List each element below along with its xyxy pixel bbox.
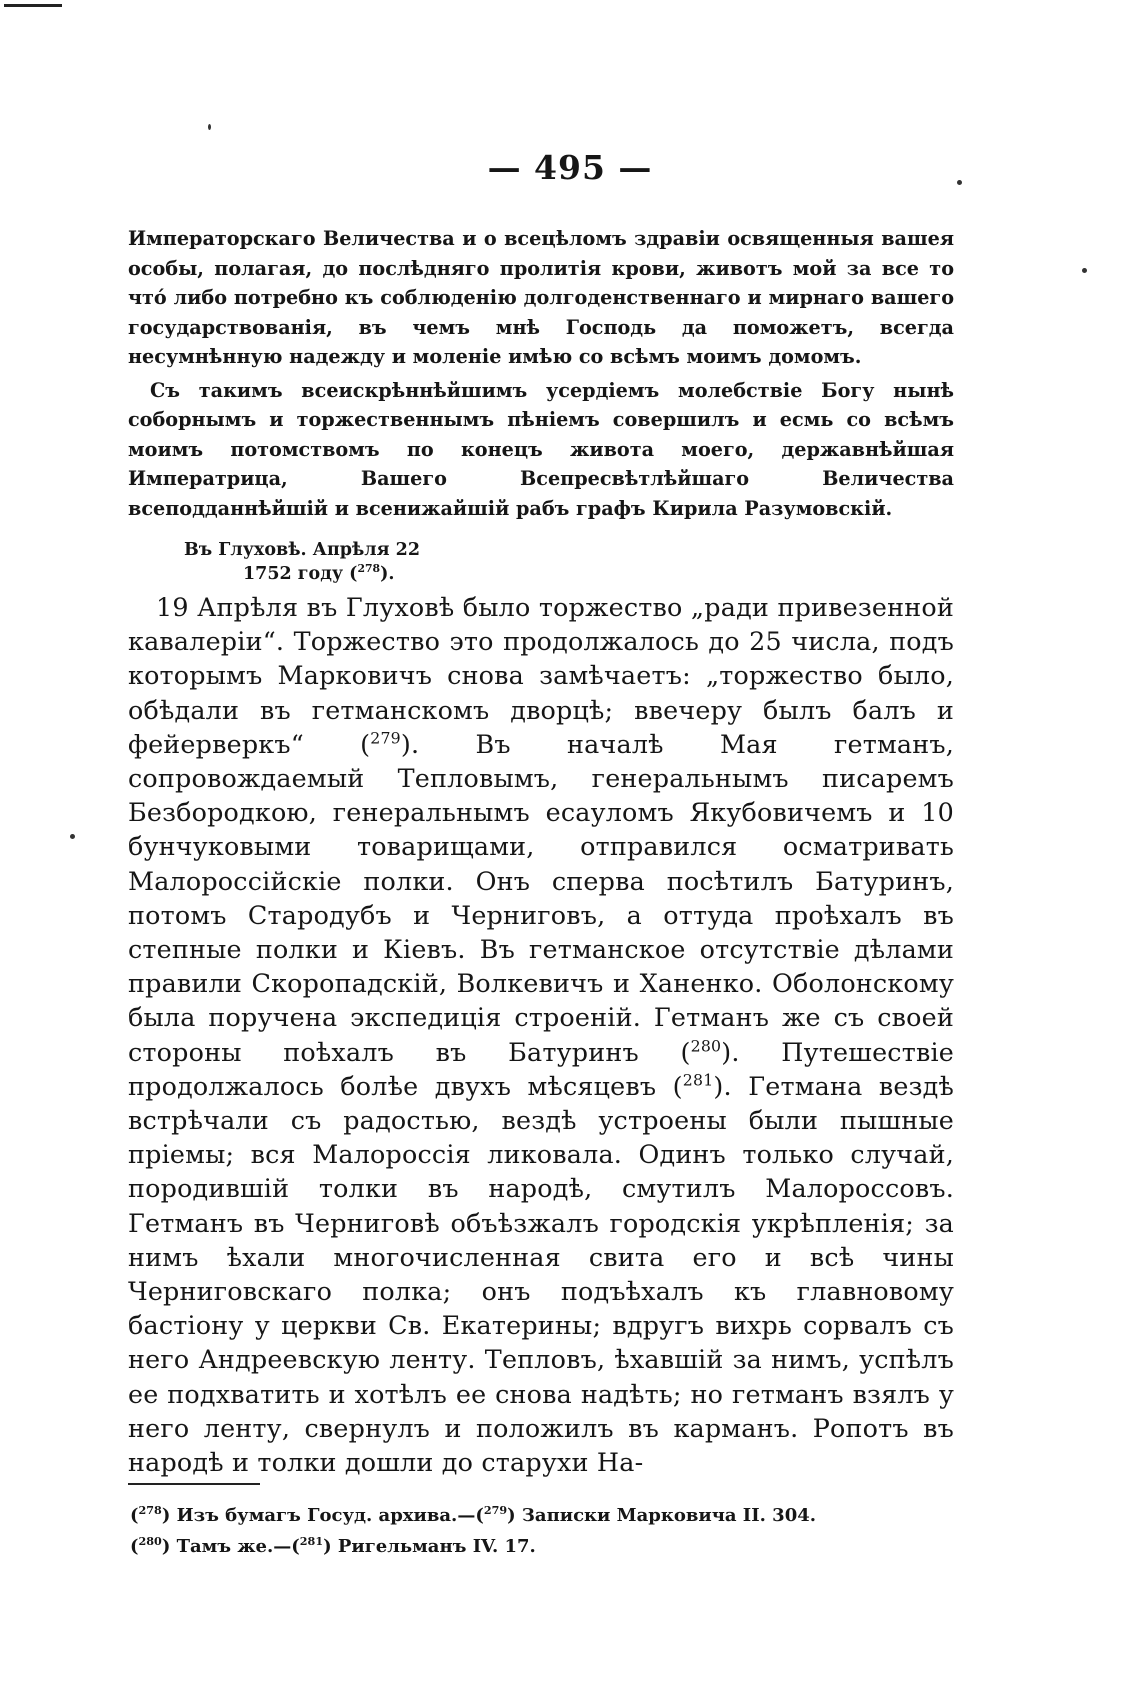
footnote-text: ) Тамъ же.—( xyxy=(161,1536,300,1557)
letter-year: 1752 году ($^{278}$). xyxy=(243,562,395,584)
page-number: — 495 — xyxy=(487,148,653,187)
letter-place-date xyxy=(184,538,420,562)
footnote-number: 278 xyxy=(138,1504,162,1517)
footnote-ref: 278 xyxy=(357,562,381,576)
scan-speck xyxy=(208,124,211,130)
main-text xyxy=(128,590,954,1479)
footnote-divider xyxy=(128,1483,260,1485)
footnote-text: ) Изъ бумагъ Госуд. архива.—( xyxy=(161,1505,484,1526)
body-text: ). Путешествіе продолжалось болѣе двухъ мѣсяцевъ ( xyxy=(128,1036,955,1101)
body-text: ). Гетмана вездѣ встрѣчали съ радостью, вездѣ устроены были пышные пріемы; вся Малороссія ликовала. Одинъ только случай, породившій толки въ народѣ, смутилъ Малороссовъ. Гетманъ въ Черниговѣ объѣзжалъ городскія укрѣпленія; за нимъ ѣхали многочисленная свита его и всѣ чины Черниговскаго полка; онъ подъѣхалъ къ главновому бастіону у церкви Св. Екатерины; вдругъ вихрь сорвалъ съ него Андреевскую ленту. Тепловъ, ѣхавшій за нимъ, успѣлъ ее подхватить и хотѣлъ ее снова надѣть; но гетманъ взялъ у него ленту, свернулъ и положилъ въ карманъ. Ропотъ въ народѣ и толки дошли до старухи На- xyxy=(128,1070,955,1478)
letter-year-text: 1752 году xyxy=(243,564,344,584)
letter-paragraph: Съ такимъ всеискрѣннѣйшимъ усердіемъ молебствіе Богу нынѣ соборнымъ и торжественнымъ пѣніемъ совершилъ и есмь со всѣмъ моимъ потомствомъ по конецъ живота моего, державнѣйшая Императрица, Вашего Всепресвѣтлѣйшаго Величества всеподданнѣйшій и всенижайшій рабъ графъ Кирила Разумовскій. xyxy=(128,378,954,520)
footnote-text: ) Ригельманъ IV. 17. xyxy=(323,1536,536,1557)
footnote-ref: 280 xyxy=(690,1036,722,1056)
footnote-number: 279 xyxy=(483,1504,508,1517)
scan-corner-mark xyxy=(4,4,62,7)
footnote-line: ($^{280}$) Тамъ же.—($^{281}$) Ригельманъ IV. 17. xyxy=(130,1535,536,1557)
footnote-ref: 279 xyxy=(370,728,401,748)
footnotes xyxy=(130,1500,950,1562)
footnote-line: ($^{278}$) Изъ бумагъ Госуд. архива.—($^{279}$) Записки Марковича II. 304. xyxy=(130,1504,817,1526)
quoted-letter xyxy=(128,224,954,523)
body-paragraph xyxy=(128,590,954,1479)
footnote-number: 280 xyxy=(138,1535,162,1548)
body-text: ). Въ началѣ Мая гетманъ, сопровождаемый Тепловымъ, генеральнымъ писаремъ Безбородкою, генеральнымъ есауломъ Якубовичемъ и 10 бунчуковыми товарищами, отправился осматривать Малороссійскіе полки. Онъ сперва посѣтилъ Батуринъ, потомъ Стародубъ и Черниговъ, а оттуда проѣхалъ въ степные полки и Кіевъ. Въ гетманское отсутствіе дѣлами правили Скоропадскій, Волкевичъ и Ханенко. Оболонскому была поручена экспедиція строеній. Гетманъ же съ своей стороны поѣхалъ въ Батуринъ ( xyxy=(128,728,954,1067)
body-text: 19 Апрѣля въ Глуховѣ было торжество „ради привезенной кавалеріи“. Торжество это продолжалось до 25 числа, подъ которымъ Марковичъ снова замѣчаетъ: „торжество было, обѣдали въ гетманскомъ дворцѣ; ввечеру былъ балъ и фейерверкъ“ ( xyxy=(128,592,954,759)
scan-speck xyxy=(1082,268,1087,273)
letter-close: ). xyxy=(380,564,395,584)
footnote-text: ) Записки Марковича II. 304. xyxy=(507,1505,817,1526)
scan-speck xyxy=(70,834,75,839)
letter-place-date-text: Въ Глуховѣ. Апрѣля 22 xyxy=(184,540,421,560)
footnote-number: 281 xyxy=(299,1535,324,1548)
letter-paragraph: Императорскаго Величества и о всецѣломъ здравіи освященныя вашея особы, полагая, до послѣдняго пролитія крови, животъ мой за все то что́ либо потребно къ соблюденію долгоденственнаго и мирнаго вашего государствованія, въ чемъ мнѣ Господь да поможетъ, всегда несумнѣнную надежду и моленіе имѣю со всѣмъ моимъ домомъ. xyxy=(128,227,954,368)
footnote-ref: 281 xyxy=(682,1070,714,1090)
